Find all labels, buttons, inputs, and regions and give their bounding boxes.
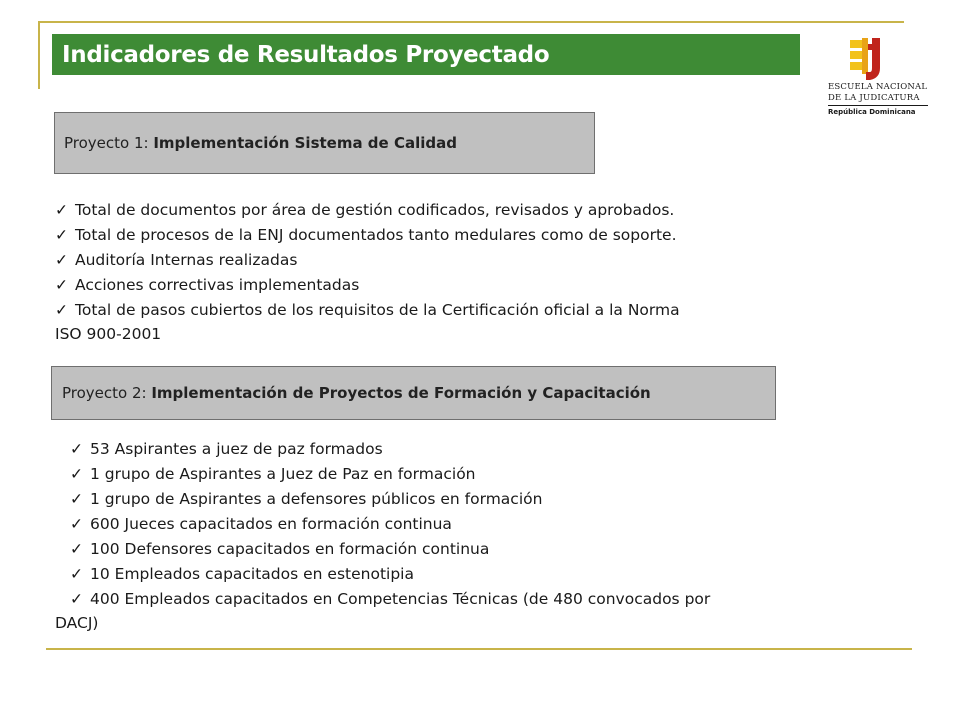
list-item: ✓ Total de documentos por área de gestión codificados, revisados y aprobados. — [55, 198, 845, 223]
list-item: ✓ Total de pasos cubiertos de los requisitos de la Certificación oficial a la Norma ISO 900-2001 — [55, 298, 845, 346]
title-bar — [48, 34, 800, 75]
slide-title: Indicadores de Resultados Proyectado — [62, 41, 550, 68]
check-icon: ✓ — [70, 540, 83, 558]
check-icon: ✓ — [55, 301, 68, 319]
list-item: ✓ 400 Empleados capacitados en Competencias Técnicas (de 480 convocados por DACJ) — [70, 587, 860, 635]
list-item: ✓ 1 grupo de Aspirantes a Juez de Paz en formación — [70, 462, 860, 487]
top-rule — [38, 21, 904, 23]
bottom-rule — [46, 648, 912, 650]
list-item: ✓ 600 Jueces capacitados en formación continua — [70, 512, 860, 537]
check-icon: ✓ — [55, 226, 68, 244]
check-icon: ✓ — [70, 565, 83, 583]
project-1-prefix: Proyecto 1: — [64, 134, 154, 152]
check-icon: ✓ — [55, 201, 68, 219]
check-icon: ✓ — [55, 276, 68, 294]
project-1-list — [55, 198, 845, 346]
check-icon: ✓ — [70, 515, 83, 533]
list-item: ✓ 100 Defensores capacitados en formación continua — [70, 537, 860, 562]
project-1-name: Implementación Sistema de Calidad — [153, 134, 457, 152]
list-item: ✓ Acciones correctivas implementadas — [55, 273, 845, 298]
check-icon: ✓ — [55, 251, 68, 269]
logo-line-3: República Dominicana — [828, 108, 916, 116]
list-item: ✓ 53 Aspirantes a juez de paz formados — [70, 437, 860, 462]
project-2-box — [51, 366, 776, 420]
list-item: ✓ 10 Empleados capacitados en estenotipia — [70, 562, 860, 587]
enj-emblem-icon — [850, 38, 880, 80]
project-2-prefix: Proyecto 2: — [62, 384, 152, 402]
project-2-name: Implementación de Proyectos de Formación y Capacitación — [151, 384, 651, 402]
check-icon: ✓ — [70, 490, 83, 508]
check-icon: ✓ — [70, 590, 83, 608]
project-2-list — [55, 437, 860, 635]
check-icon: ✓ — [70, 440, 83, 458]
enj-logo — [828, 38, 932, 122]
logo-divider — [828, 105, 928, 106]
list-item: ✓ Auditoría Internas realizadas — [55, 248, 845, 273]
project-1-box — [54, 112, 595, 174]
list-item: ✓ Total de procesos de la ENJ documentados tanto medulares como de soporte. — [55, 223, 845, 248]
left-rule — [38, 21, 40, 89]
logo-line-2: DE LA JUDICATURA — [828, 93, 920, 103]
list-item: ✓ 1 grupo de Aspirantes a defensores públicos en formación — [70, 487, 860, 512]
logo-line-1: ESCUELA NACIONAL — [828, 82, 928, 92]
check-icon: ✓ — [70, 465, 83, 483]
